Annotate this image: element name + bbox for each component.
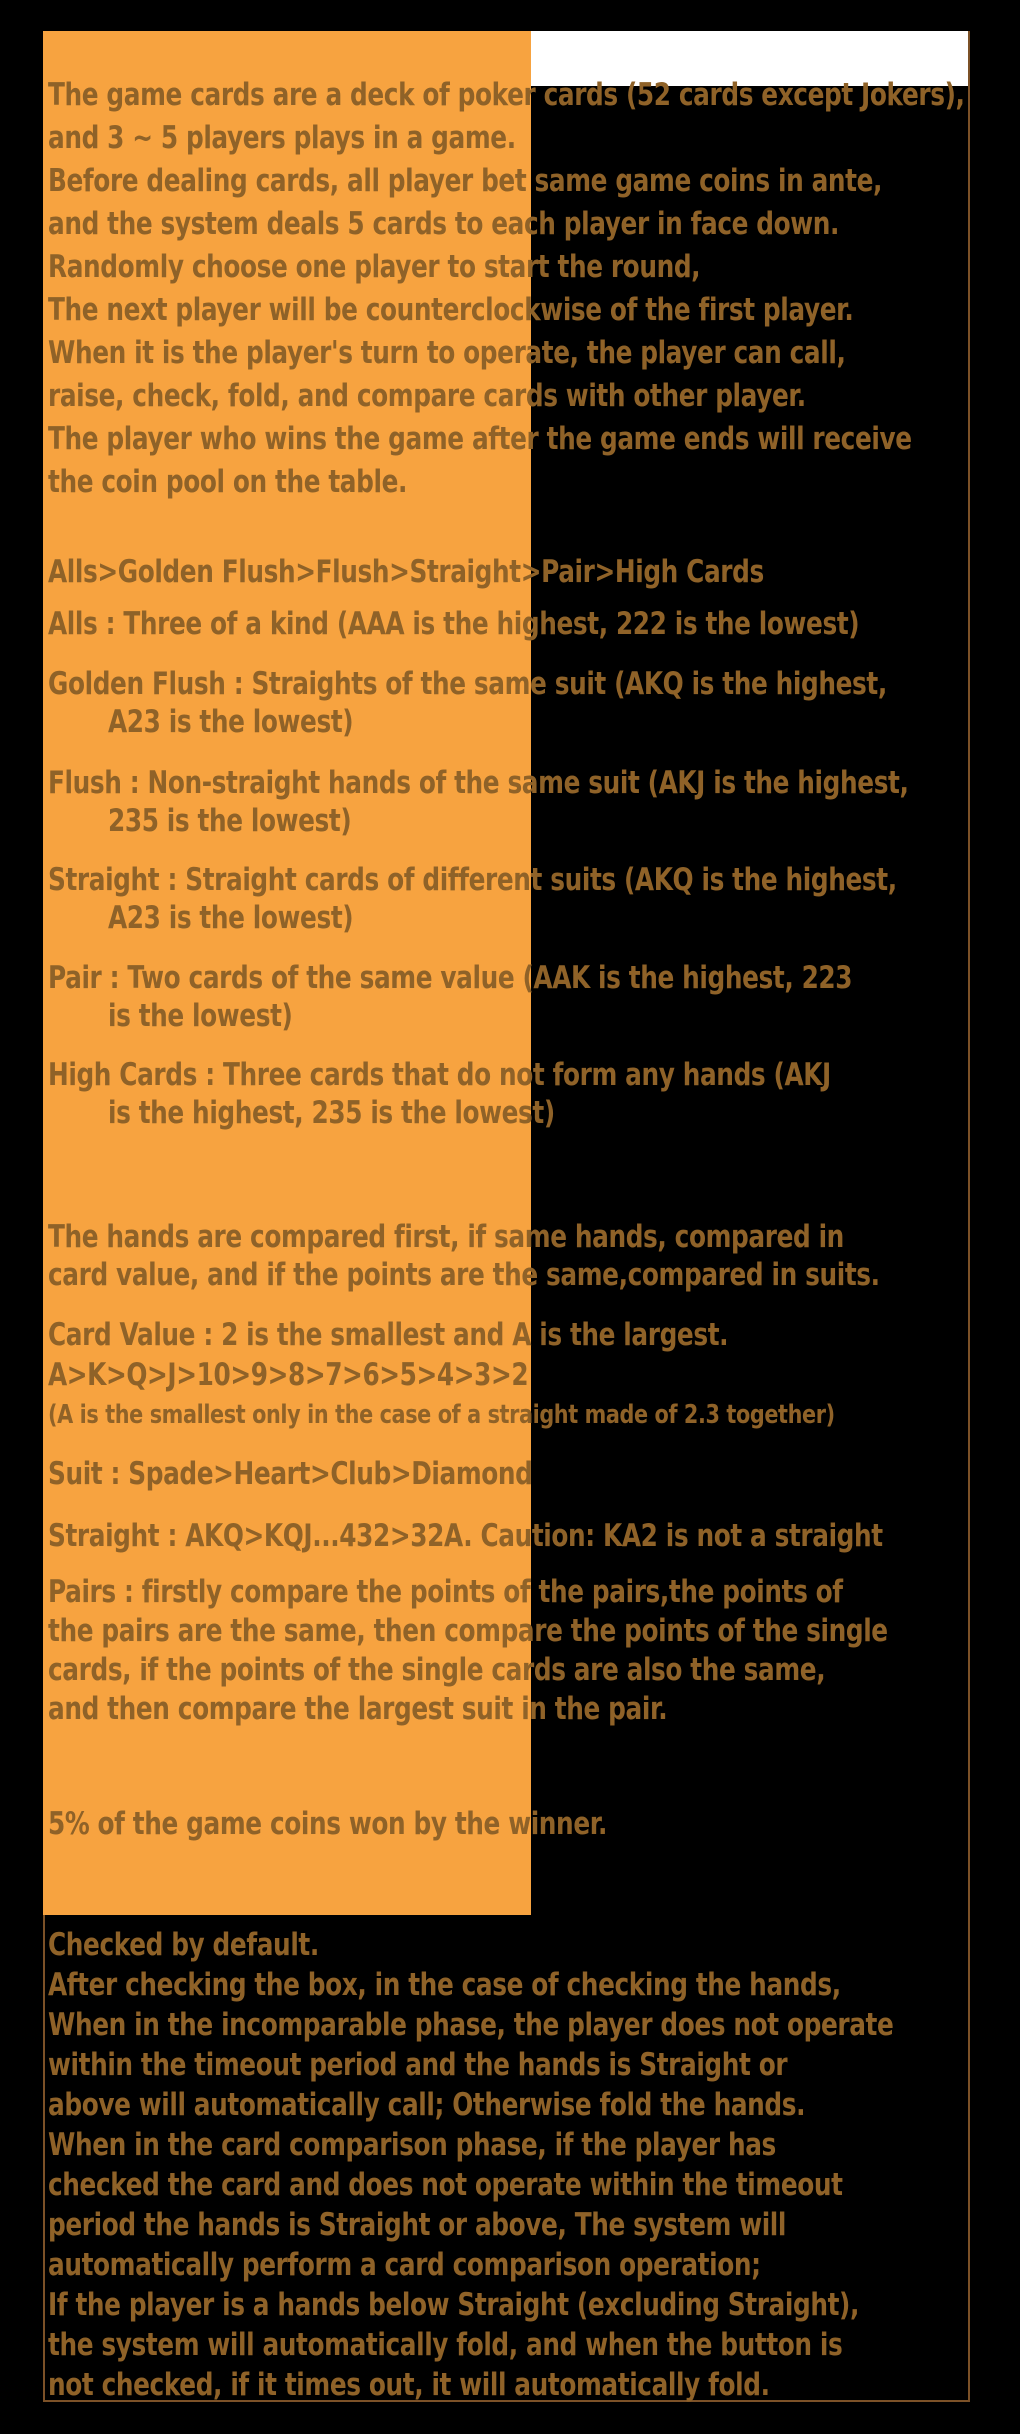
rule-line: checked the card and does not operate within the timeout: [48, 2167, 843, 2203]
straight-definition: [48, 861, 897, 937]
intro-section: [48, 74, 965, 504]
straight-order-line: Straight : AKQ>KQJ...432>32A. Caution: KA2 is not a straight: [48, 1518, 883, 1554]
rule-line: within the timeout period and the hands is Straight or: [48, 2047, 788, 2083]
rule-line: When in the card comparison phase, if the player has: [48, 2127, 776, 2163]
card-value-note: (A is the smallest only in the case of a straight made of 2.3 together): [48, 1400, 835, 1430]
rule-line: Flush : Non-straight hands of the same suit (AKJ is the highest,: [48, 765, 909, 801]
fee-line: 5% of the game coins won by the winner.: [48, 1806, 608, 1842]
rule-line: Straight : Straight cards of different suits (AKQ is the highest,: [48, 862, 897, 898]
rule-line: The next player will be counterclockwise of the first player.: [48, 292, 854, 328]
rule-line: above will automatically call; Otherwise fold the hands.: [48, 2087, 806, 2123]
comparison-section: [48, 1218, 880, 1294]
auto-call-fold-section: [48, 1925, 893, 2405]
suit-rule-section: [48, 1453, 533, 1496]
pair-definition: [48, 959, 852, 1035]
card-value-section: [48, 1315, 835, 1435]
rule-line: Before dealing cards, all player bet same game coins in ante,: [48, 163, 883, 199]
rule-line: The hands are compared first, if same hands, compared in: [48, 1219, 844, 1255]
rule-line: A23 is the lowest): [108, 704, 354, 740]
rule-line: When in the incomparable phase, the player does not operate: [48, 2007, 894, 2043]
straight-rule-section: [48, 1515, 883, 1558]
high-cards-definition: [48, 1056, 831, 1132]
rule-line: the system will automatically fold, and when the button is: [48, 2327, 843, 2363]
rule-line: Pairs : firstly compare the points of the pairs,the points of: [48, 1574, 843, 1610]
rule-line: and then compare the largest suit in the pair.: [48, 1691, 668, 1727]
suit-order-line: Suit : Spade>Heart>Club>Diamond: [48, 1456, 533, 1492]
rule-line: Pair : Two cards of the same value (AAK is the highest, 223: [48, 960, 853, 996]
rule-line: and the system deals 5 cards to each player in face down.: [48, 206, 840, 242]
rule-line: The game cards are a deck of poker cards (52 cards except Jokers),: [48, 77, 965, 113]
hand-ranking-section: [48, 551, 764, 594]
rule-line: Golden Flush : Straights of the same suit (AKQ is the highest,: [48, 666, 887, 702]
rule-line: High Cards : Three cards that do not form any hands (AKJ: [48, 1057, 831, 1093]
rule-line: card value, and if the points are the same,compared in suits.: [48, 1257, 880, 1293]
rule-line: cards, if the points of the single cards are also the same,: [48, 1652, 826, 1688]
flush-definition: [48, 764, 909, 840]
rule-line: The player who wins the game after the game ends will receive: [48, 421, 912, 457]
rule-line: and 3 ~ 5 players plays in a game.: [48, 120, 516, 156]
rule-line: is the lowest): [108, 998, 293, 1034]
pairs-rule-section: [48, 1573, 888, 1729]
rules-text-layer: [48, 0, 976, 2434]
rule-line: 235 is the lowest): [108, 803, 352, 839]
rule-line: automatically perform a card comparison operation;: [48, 2247, 761, 2283]
alls-definition: [48, 605, 859, 643]
rule-line: Checked by default.: [48, 1927, 319, 1963]
rule-line: When it is the player's turn to operate, the player can call,: [48, 335, 846, 371]
rule-line: After checking the box, in the case of checking the hands,: [48, 1967, 841, 2003]
card-order-line: A>K>Q>J>10>9>8>7>6>5>4>3>2: [48, 1357, 529, 1393]
rule-line: raise, check, fold, and compare cards with other player.: [48, 378, 806, 414]
fee-section: [48, 1803, 607, 1846]
rule-line: the pairs are the same, then compare the points of the single: [48, 1613, 888, 1649]
rule-line: is the highest, 235 is the lowest): [108, 1095, 555, 1131]
golden-flush-definition: [48, 665, 887, 741]
rule-line: A23 is the lowest): [108, 900, 354, 936]
rule-line: period the hands is Straight or above, The system will: [48, 2207, 787, 2243]
rule-line: the coin pool on the table.: [48, 464, 408, 500]
rule-line: Card Value : 2 is the smallest and A is the largest.: [48, 1317, 729, 1353]
rule-line: Alls : Three of a kind (AAA is the highest, 222 is the lowest): [48, 606, 860, 642]
rule-line: If the player is a hands below Straight (excluding Straight),: [48, 2287, 859, 2323]
hand-ranking-line: Alls>Golden Flush>Flush>Straight>Pair>High Cards: [48, 554, 764, 590]
rule-line: Randomly choose one player to start the round,: [48, 249, 701, 285]
rule-line: not checked, if it times out, it will automatically fold.: [48, 2367, 770, 2403]
